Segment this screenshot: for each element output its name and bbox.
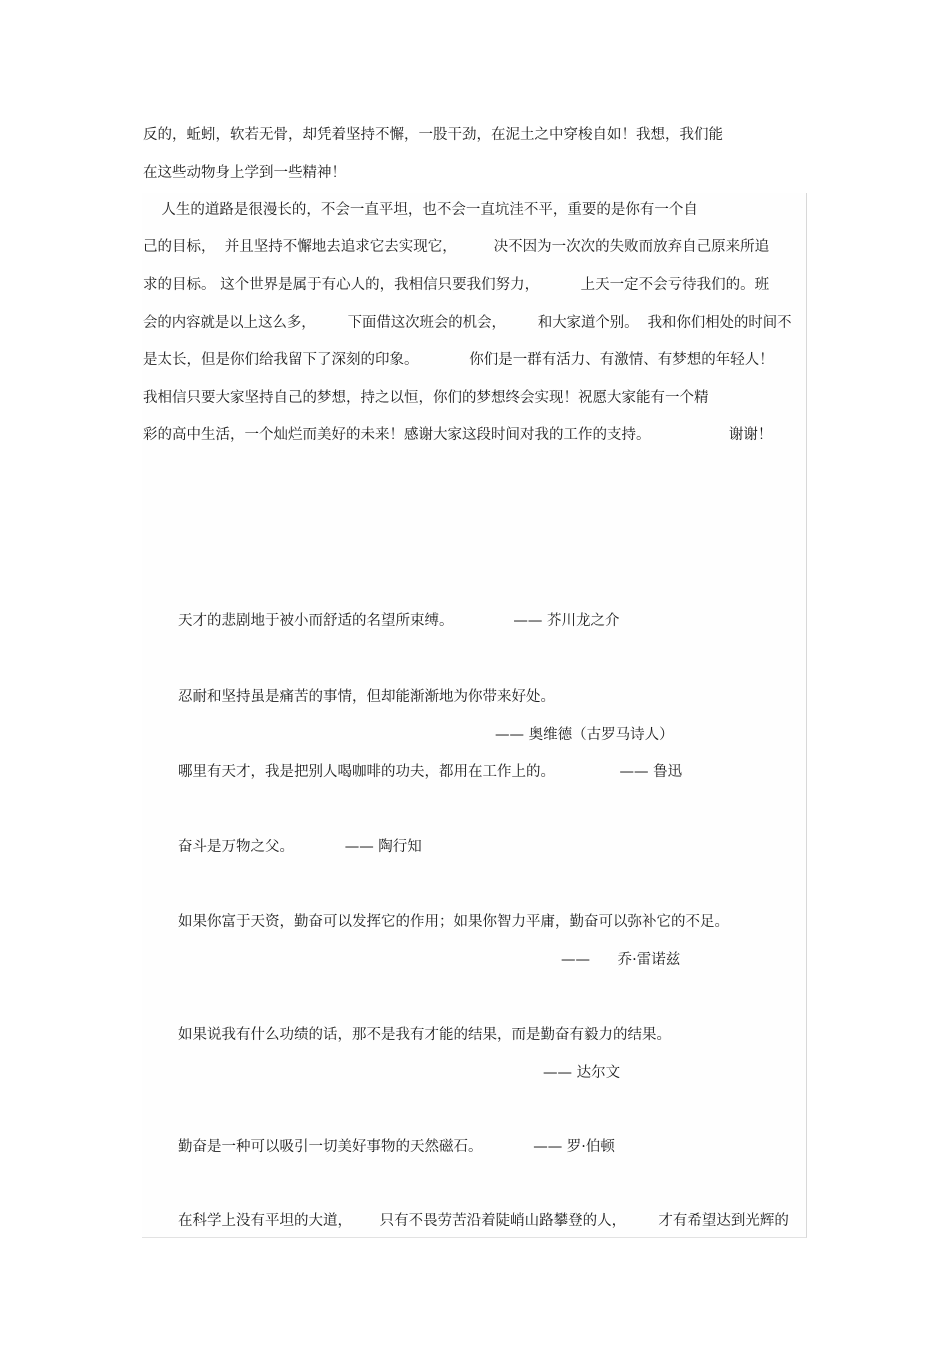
speech-line: 求的目标。 这个世界是属于有心人的，我相信只要我们努力， 上天一定不会亏待我们的。班 bbox=[143, 277, 770, 293]
speech-line: 会的内容就是以上这么多， 下面借这次班会的机会， 和大家道个别。 我和你们相处的时间不 bbox=[143, 315, 792, 331]
intro-line: 反的，蚯蚓，软若无骨，却凭着坚持不懈，一股干劲，在泥土之中穿梭自如！我想，我们能 bbox=[143, 127, 723, 143]
quote-attribution: —— 奥维德（古罗马诗人） bbox=[495, 727, 674, 743]
quote-line: 忍耐和坚持虽是痛苦的事情，但却能渐渐地为你带来好处。 bbox=[178, 689, 555, 705]
speech-line: 是太长，但是你们给我留下了深刻的印象。 你们是一群有活力、有激情、有梦想的年轻人！ bbox=[143, 352, 774, 368]
speech-line: 彩的高中生活，一个灿烂而美好的未来！感谢大家这段时间对我的工作的支持。 谢谢！ bbox=[143, 427, 773, 443]
quote-attribution: —— 达尔文 bbox=[543, 1065, 621, 1081]
quote-line: 勤奋是一种可以吸引一切美好事物的天然磁石。 —— 罗·伯顿 bbox=[178, 1139, 615, 1155]
quote-line: 如果你富于天资，勤奋可以发挥它的作用；如果你智力平庸，勤奋可以弥补它的不足。 bbox=[178, 914, 729, 930]
quote-line: 天才的悲剧地于被小而舒适的名望所束缚。 —— 芥川龙之介 bbox=[178, 613, 620, 629]
intro-line: 在这些动物身上学到一些精神！ bbox=[143, 165, 346, 181]
speech-line: 己的目标， 并且坚持不懈地去追求它去实现它， 决不因为一次次的失败而放弃自己原来所追 bbox=[143, 239, 770, 255]
quote-line: 在科学上没有平坦的大道， 只有不畏劳苦沿着陡峭山路攀登的人， 才有希望达到光辉的 bbox=[178, 1213, 789, 1229]
quote-line: 奋斗是万物之父。 —— 陶行知 bbox=[178, 839, 422, 855]
content-panel bbox=[142, 193, 807, 1238]
speech-line: 人生的道路是很漫长的，不会一直平坦，也不会一直坑洼不平，重要的是你有一个自 bbox=[143, 202, 698, 218]
quote-line: 如果说我有什么功绩的话，那不是我有才能的结果，而是勤奋有毅力的结果。 bbox=[178, 1027, 671, 1043]
quote-line: 哪里有天才，我是把别人喝咖啡的功夫，都用在工作上的。 —— 鲁迅 bbox=[178, 764, 683, 780]
speech-line: 我相信只要大家坚持自己的梦想，持之以恒，你们的梦想终会实现！祝愿大家能有一个精 bbox=[143, 390, 709, 406]
quote-attribution: —— 乔·雷诺兹 bbox=[561, 952, 681, 968]
